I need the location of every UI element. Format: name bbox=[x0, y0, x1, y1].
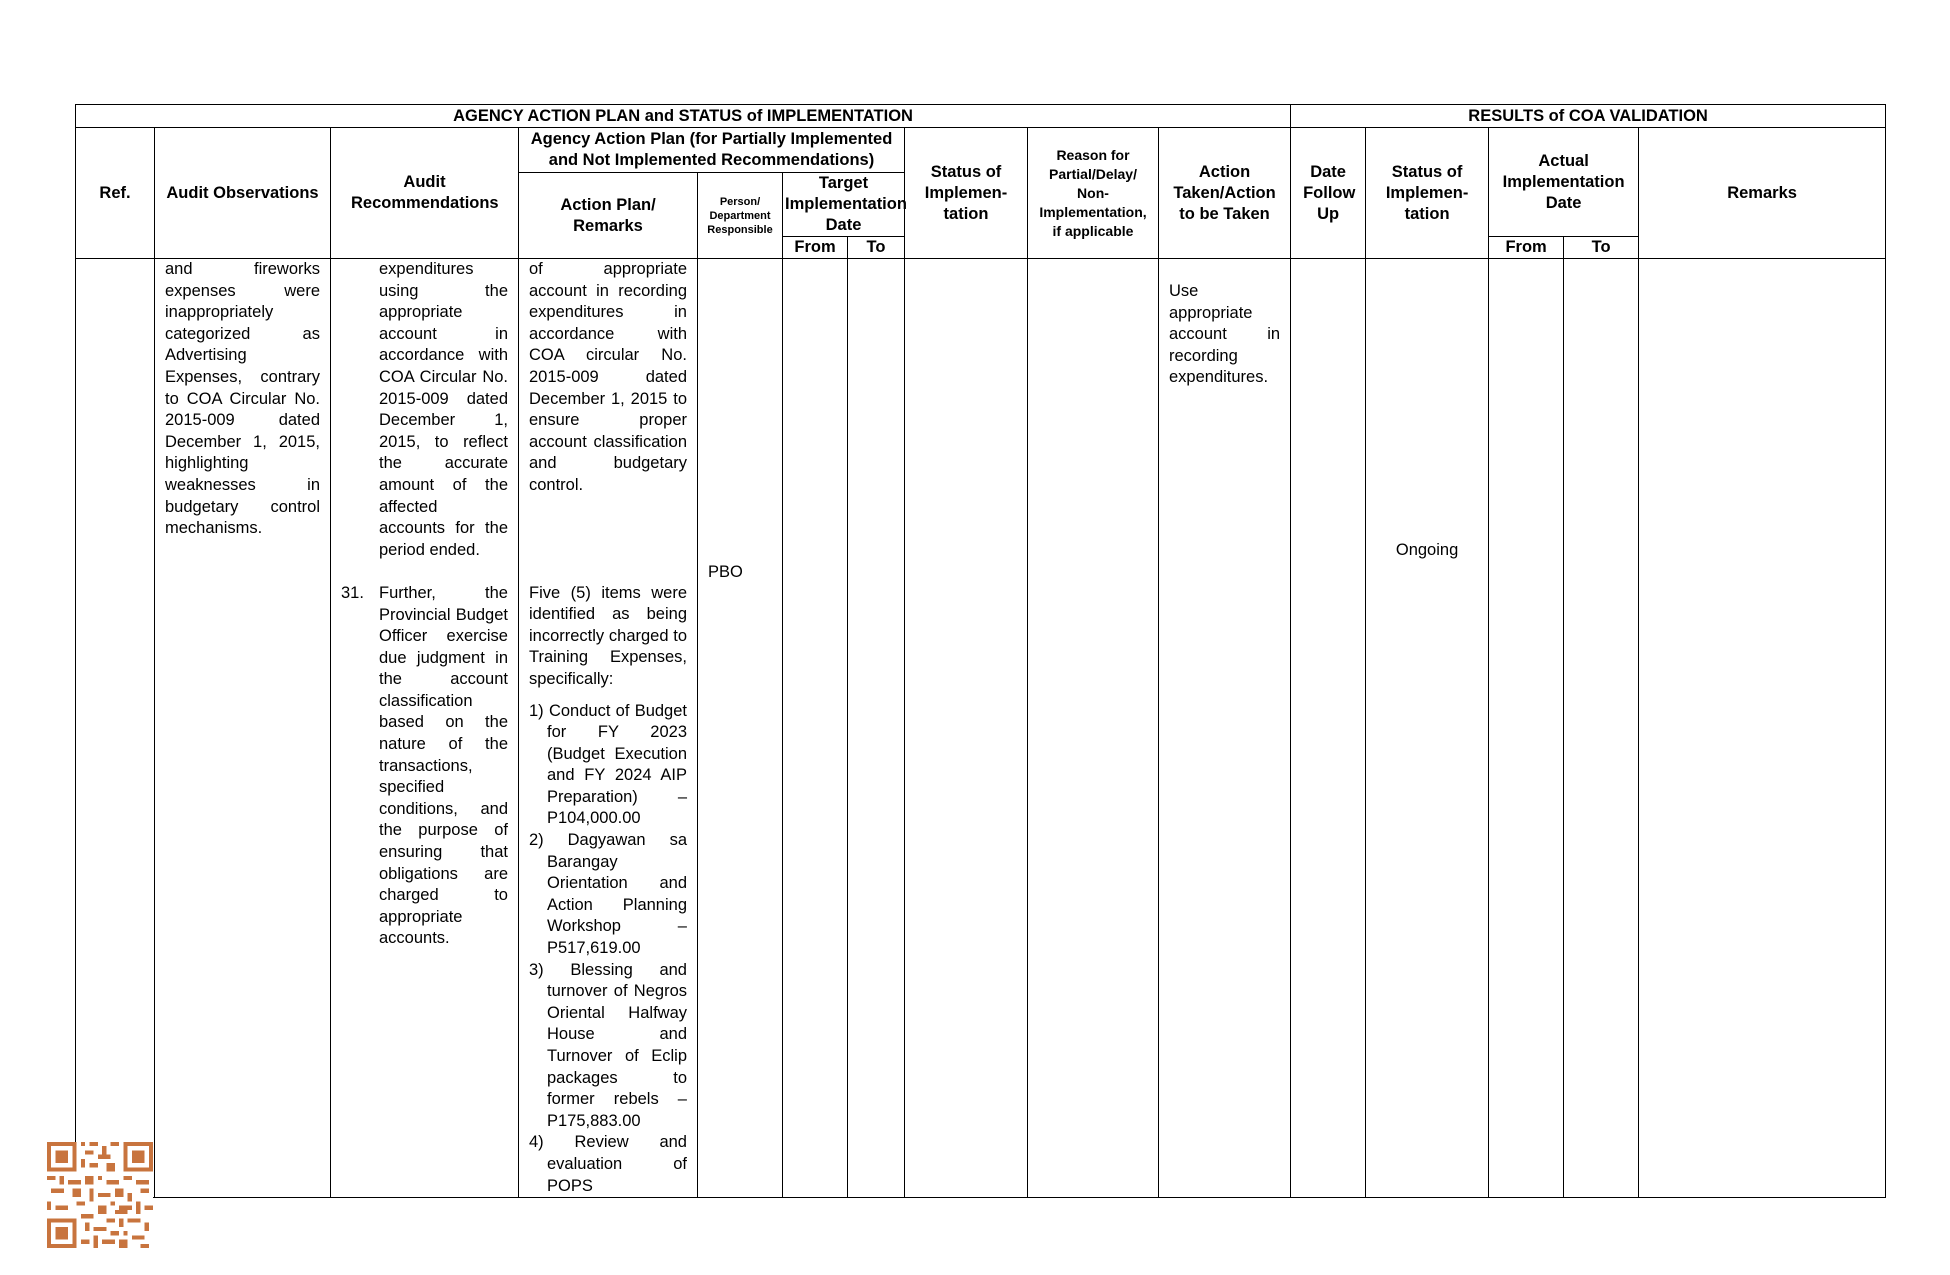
actual-implementation-date-header: Actual Implementation Date bbox=[1489, 128, 1639, 237]
audit-observations-header: Audit Observations bbox=[155, 128, 331, 259]
audit-recommendations-header: Audit Recommendations bbox=[331, 128, 519, 259]
action-plan-cell bbox=[519, 259, 698, 1198]
list-item: 4) Review and evaluation of POPS bbox=[529, 1133, 687, 1195]
observation-cell bbox=[155, 259, 331, 1198]
coa-status-header: Status of Implemen-tation bbox=[1366, 128, 1489, 259]
actual-to-cell bbox=[1564, 259, 1639, 1198]
person-responsible-header: Person/ Department Responsible bbox=[698, 173, 783, 259]
coa-status-cell bbox=[1366, 259, 1489, 1198]
target-from-cell bbox=[783, 259, 848, 1198]
coa-status-text: Ongoing bbox=[1395, 541, 1459, 559]
action-taken-cell bbox=[1159, 259, 1291, 1198]
person-cell bbox=[698, 259, 783, 1198]
actual-from-cell bbox=[1489, 259, 1564, 1198]
action-plan-remarks-header: Action Plan/ Remarks bbox=[519, 173, 698, 259]
reason-header: Reason for Partial/Delay/ Non-Implementation, if applicable bbox=[1028, 128, 1159, 259]
target-from-header: From bbox=[783, 237, 848, 259]
ref-header: Ref. bbox=[76, 128, 155, 259]
action-plan-text-2: Five (5) items were identified as being incorrectly charged to Training Expenses, specifically: bbox=[529, 583, 687, 688]
list-item: 3) Blessing and turnover of Negros Oriental Halfway House and Turnover of Eclip packages to former rebels – P175,883.00 bbox=[529, 960, 687, 1130]
list-item: 2) Dagyawan sa Barangay Orientation and Action Planning Workshop – P517,619.00 bbox=[529, 831, 687, 958]
actual-to-header: To bbox=[1564, 237, 1639, 259]
agency-action-plan-group-header: Agency Action Plan (for Partially Implemented and Not Implemented Recommendations) bbox=[519, 128, 905, 173]
action-taken-header: Action Taken/Action to be Taken bbox=[1159, 128, 1291, 259]
list-item: 1) Conduct of Budget for FY 2023 (Budget Execution and FY 2024 AIP Preparation) – P104,000.00 bbox=[529, 701, 687, 828]
remarks-header: Remarks bbox=[1639, 128, 1886, 259]
target-to-cell bbox=[848, 259, 905, 1198]
action-plan-text-1: of appropriate account in recording expenditures in accordance with COA circular No. 2015-009 dated December 1, 2015 to ensure proper account classification and budgetary control. bbox=[529, 260, 687, 494]
person-responsible-text: PBO bbox=[708, 563, 743, 581]
action-plan-table bbox=[75, 104, 1886, 1198]
date-follow-up-header: Date Follow Up bbox=[1291, 128, 1366, 259]
agency-action-plan-title: AGENCY ACTION PLAN and STATUS of IMPLEMENTATION bbox=[76, 105, 1291, 128]
recommendation-text-1: expenditures using the appropriate account in accordance with COA Circular No. 2015-009 dated December 1, 2015, to reflect the accurate amount of the affected accounts for the period ended. bbox=[379, 260, 508, 559]
target-date-header: Target Implementation Date bbox=[783, 173, 905, 237]
remarks-cell bbox=[1639, 259, 1886, 1198]
status-implementation-header: Status of Implemen-tation bbox=[905, 128, 1028, 259]
action-taken-text: Use appropriate account in recording expenditures. bbox=[1169, 282, 1281, 387]
ref-cell bbox=[76, 259, 155, 1198]
recommendation-cell bbox=[331, 259, 519, 1198]
qr-code-icon bbox=[47, 1142, 153, 1248]
recommendation-number: 31. bbox=[341, 583, 364, 602]
status-cell bbox=[905, 259, 1028, 1198]
target-to-header: To bbox=[848, 237, 905, 259]
action-plan-items bbox=[529, 701, 687, 1198]
observation-text: and fireworks expenses were inappropriately categorized as Advertising Expenses, contrary to COA Circular No. 2015-009 dated December 1, 2015, highlighting weaknesses in budgetary control mechanisms. bbox=[165, 260, 320, 538]
date-follow-up-cell bbox=[1291, 259, 1366, 1198]
actual-from-header: From bbox=[1489, 237, 1564, 259]
reason-cell bbox=[1028, 259, 1159, 1198]
coa-validation-title: RESULTS of COA VALIDATION bbox=[1291, 105, 1886, 128]
recommendation-text-2: Further, the Provincial Budget Officer exercise due judgment in the account classification based on the nature of the transactions, specified conditions, and the purpose of ensuring that obligations are charged to appropriate accounts. bbox=[379, 583, 508, 948]
